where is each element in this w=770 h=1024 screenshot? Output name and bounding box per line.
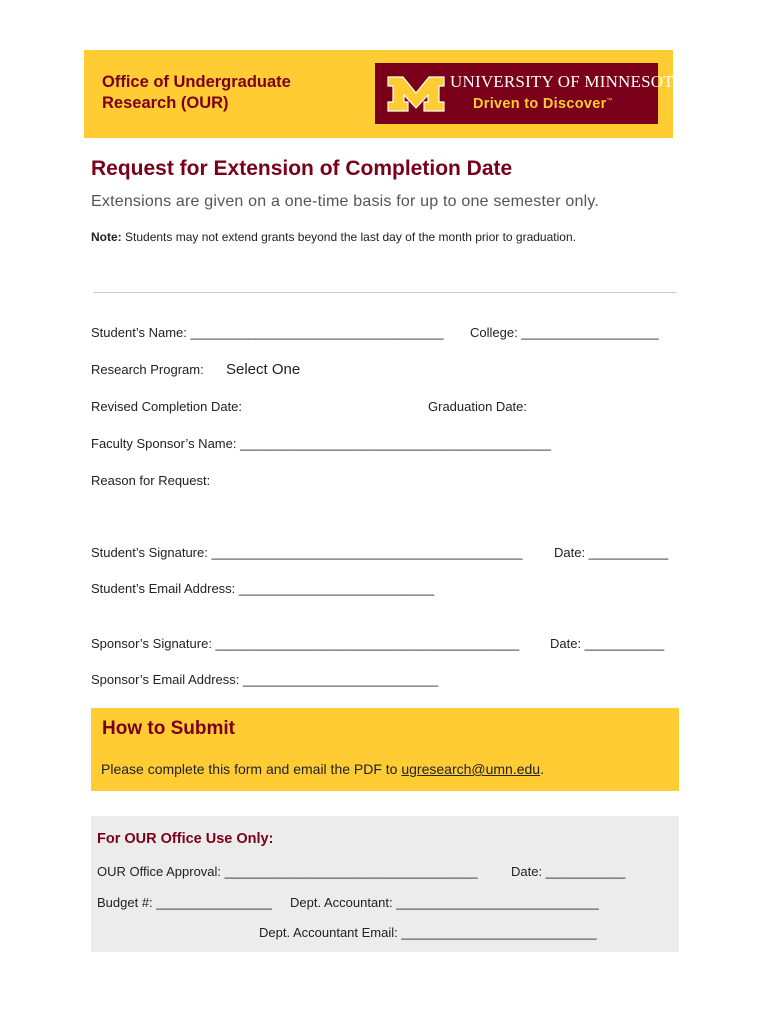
student-email-field[interactable]: Student’s Email Address: ___________________________ bbox=[91, 581, 435, 596]
divider bbox=[94, 292, 676, 293]
research-program-label: Research Program: bbox=[91, 362, 204, 377]
how-to-submit-text: Please complete this form and email the PDF to ugresearch@umn.edu. bbox=[101, 761, 544, 777]
our-approval-date-field[interactable]: Date: ___________ bbox=[511, 864, 626, 879]
college-field[interactable]: College: ___________________ bbox=[470, 325, 659, 340]
graduation-date-field[interactable]: Graduation Date: bbox=[428, 399, 528, 414]
revised-completion-date-field[interactable]: Revised Completion Date: bbox=[91, 399, 243, 414]
student-name-field[interactable]: Student’s Name: ___________________________________ bbox=[91, 325, 444, 340]
umn-logo bbox=[375, 63, 685, 124]
how-to-submit-title: How to Submit bbox=[102, 718, 235, 739]
university-name: UNIVERSITY OF MINNESOTA bbox=[450, 72, 685, 91]
budget-field[interactable]: Budget #: ________________ bbox=[97, 895, 272, 910]
office-use-title: For OUR Office Use Only: bbox=[97, 831, 274, 847]
our-approval-field[interactable]: OUR Office Approval: ___________________________________ bbox=[97, 864, 478, 879]
student-signature-field[interactable]: Student’s Signature: ___________________________________________ bbox=[91, 545, 523, 560]
dept-accountant-field[interactable]: Dept. Accountant: ____________________________ bbox=[290, 895, 599, 910]
sponsor-signature-date-field[interactable]: Date: ___________ bbox=[550, 636, 665, 651]
faculty-sponsor-field[interactable]: Faculty Sponsor’s Name: ___________________________________________ bbox=[91, 436, 551, 451]
block-m-icon bbox=[387, 75, 445, 113]
sponsor-email-field[interactable]: Sponsor’s Email Address: ___________________________ bbox=[91, 672, 439, 687]
university-tagline: Driven to Discover™ bbox=[473, 96, 613, 112]
sponsor-signature-field[interactable]: Sponsor’s Signature: __________________________________________ bbox=[91, 636, 520, 651]
student-signature-date-field[interactable]: Date: ___________ bbox=[554, 545, 669, 560]
reason-field[interactable]: Reason for Request: bbox=[91, 473, 211, 488]
page-title: Request for Extension of Completion Date bbox=[91, 157, 513, 180]
office-title: Office of Undergraduate Research (OUR) bbox=[102, 73, 291, 112]
dept-accountant-email-field[interactable]: Dept. Accountant Email: ___________________________ bbox=[259, 925, 597, 940]
registered-mark: ® bbox=[441, 105, 445, 111]
note: Note: Students may not extend grants beyond the last day of the month prior to graduation. bbox=[91, 230, 576, 244]
research-program-select[interactable]: Select One bbox=[226, 361, 301, 378]
submit-email-link[interactable]: ugresearch@umn.edu bbox=[401, 761, 541, 777]
page-subtitle: Extensions are given on a one-time basis for up to one semester only. bbox=[91, 193, 599, 210]
